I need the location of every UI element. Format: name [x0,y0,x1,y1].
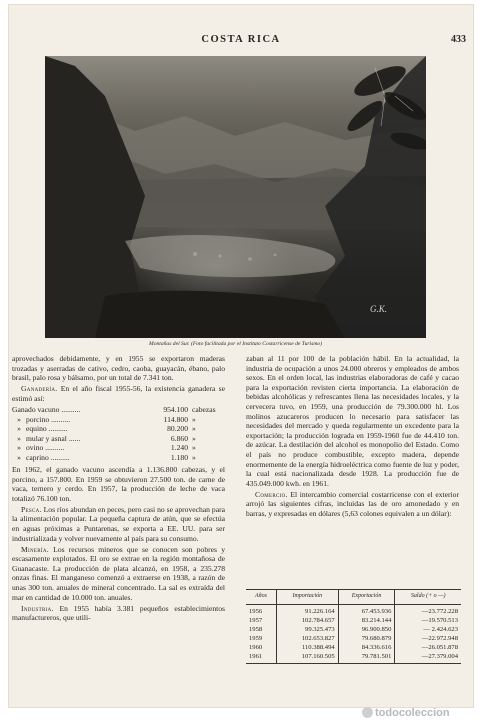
livestock-label: porcino [26,414,50,424]
trade-exports: 79.680.879 [338,634,395,643]
trade-imports: 99.325.473 [276,625,338,634]
leader-dots: .......... [46,424,68,434]
livestock-unit: » [192,424,196,434]
ditto-mark: » [17,433,21,443]
paragraph-industry-continued: zaban al 11 por 100 de la población hábil. En la actualidad, la industria de ocupación a unos 24.000 obreros y empleados de ambos sexos. En el orden local, las industrias elaboradoras de café y cacao para la exportación revisten cierta importancia. La elaboración de bebidas alcohólicas y refrescantes llena las necesidades locales, y la cervecera tuvo, en 1959, una producción de 79.300.000 hl. Los molinos azucareros producen lo necesario para satisfacer las necesidades del mercado y queda regularmente un excedente para la exportación; la producción lograda en 1959-1960 fue de 44.410 ton. de azúcar. La destilación del alcohol es monopolio del Estado. Como el país no produce combustible, excepto madera, depende enormemente de la energía hidroeléctrica como fuente de luz y poder, la cual está nacionalizada desde 1928. La producción fue de 435.049.000 kwh. en 1961. [246,354,459,488]
trade-header-imports: Importación [276,590,338,605]
ditto-mark: » [17,414,21,424]
section-heading-pesca: Pesca. [21,504,42,514]
livestock-value: 1.240 [170,443,188,453]
trade-header-year: Años [246,590,276,605]
trade-year: 1957 [249,616,263,624]
trade-year: 1958 [249,625,263,633]
watermark: todocoleccion [362,706,450,720]
trade-exports: 67.453.936 [338,604,395,616]
trade-row [246,634,461,643]
paragraph-timber: aprovechados debidamente, y en 1955 se exportaron maderas trozadas y aserradas de cativo, cedro, caoba, guayacán, ébano, palo brasil, palo rosa y bálsamo, por un total de 7.341 ton. [12,354,225,383]
livestock-value: 80.200 [167,424,188,434]
livestock-table [12,405,222,461]
trade-balance: —26.051.878 [395,643,461,652]
trade-row [246,625,461,634]
running-head [8,34,474,48]
livestock-label: caprino [26,452,49,462]
leader-dots: .......... [59,405,81,415]
livestock-row [12,424,222,433]
trade-year: 1959 [249,634,263,642]
ditto-mark: » [17,452,21,462]
livestock-label: equino [26,424,47,434]
page-number: 433 [451,34,466,45]
livestock-unit: » [192,443,196,453]
leader-dots: ...... [66,433,81,443]
livestock-row [12,415,222,424]
paragraph-commerce: Comercio. El intercambio comercial costarricense con el exterior arrojó las siguientes cifras, incluidas las de oro amonedado y en barras, y expresadas en dólares (5,63 colones equivalen a un dólar): [246,489,459,518]
trade-imports: 102.784.657 [276,616,338,625]
paragraph-industry: Industria. En 1955 había 3.381 pequeños establecimientos manufactureros, que utili- [12,603,225,623]
photo-caption: Montañas del Sur. (Foto facilitada por el Instituto Costarricense de Turismo) [149,341,322,347]
trade-year: 1961 [249,652,263,660]
document-page [8,4,474,708]
section-heading-industria: Industria. [21,603,54,613]
paragraph-fishing: Pesca. Los ríos abundan en peces, pero casi no se aprovechan para la alimentación popular. La pequeña captura de atún, que se efectúa en aguas próximas a Puntarenas, se exporta a EE. UU. para ser industrializada y volver nuevamente al país para su consumo. [12,504,225,543]
trade-table [246,589,461,664]
paragraph-livestock-intro: Ganadería. En el año fiscal 1955-56, la existencia ganadera se estimó así: [12,384,225,403]
right-column [246,354,459,520]
trade-exports: 96.900.850 [338,625,395,634]
trade-balance: —22.972.948 [395,634,461,643]
page-title: COSTA RICA [201,34,281,45]
section-heading-mineria: Minería. [21,544,49,554]
livestock-label: ovino [26,443,44,453]
trade-exports: 79.781.501 [338,652,395,664]
landscape-photo [45,56,426,338]
livestock-value: 114.800 [163,414,188,424]
livestock-row [12,453,222,462]
trade-imports: 110.388.494 [276,643,338,652]
trade-year: 1956 [249,607,263,615]
mountain-landscape-illustration [45,56,426,338]
trade-imports: 91.226.164 [276,604,338,616]
trade-balance: —27.379.004 [395,652,461,664]
trade-balance: —23.772.228 [395,604,461,616]
trade-balance: —19.570.513 [395,616,461,625]
trade-row [246,643,461,652]
livestock-value: 1.180 [170,452,188,462]
ditto-mark: » [17,424,21,434]
livestock-unit: cabezas [192,405,216,415]
livestock-value: 954.100 [163,405,188,415]
livestock-label: mular y asnal [26,433,67,443]
trade-exports: 83.214.144 [338,616,395,625]
trade-imports: 102.653.827 [276,634,338,643]
paragraph-mining: Minería. Los recursos mineros que se conocen son pobres y escasamente explotados. El oro se extrae en la región montañosa de Guanacaste. La producción de plata alcanzó, en 1958, a 235.278 onzas finas. El manganeso comenzó a extraerse en 1938, a razón de unas 300 ton. anuales de mineral concentrado. La sal es extraída del mar en cantidad de 10.000 ton. anuales. [12,544,225,602]
paragraph-cattle-figures: En 1962, el ganado vacuno ascendía a 1.136.800 cabezas, y el porcino, a 157.800. En 1959 se obtuvieron 27.500 ton. de carne de vaca, ternero y cerdo. En 1957, la producción de leche de vaca totalizó 76.100 ton. [12,464,225,503]
trade-row [246,604,461,616]
trade-year: 1960 [249,643,263,651]
livestock-row [12,434,222,443]
livestock-row [12,443,222,452]
livestock-unit: » [192,452,196,462]
livestock-unit: » [192,414,196,424]
trade-exports: 84.336.616 [338,643,395,652]
watermark-logo-icon [362,707,373,718]
trade-row [246,652,461,664]
livestock-unit: » [192,433,196,443]
livestock-value: 6.860 [170,433,188,443]
leader-dots: .......... [49,414,71,424]
section-heading-ganaderia: Ganadería. [21,384,58,394]
livestock-row [12,405,222,414]
section-heading-comercio: Comercio. [255,489,288,499]
trade-header-balance: Saldo (+ o —) [395,590,461,605]
ditto-mark: » [17,443,21,453]
trade-imports: 107.160.505 [276,652,338,664]
trade-row [246,616,461,625]
photographer-signature: G.K. [370,304,388,314]
left-column [8,354,225,624]
livestock-label: Ganado vacuno [12,405,60,415]
leader-dots: .......... [48,452,70,462]
leader-dots: .......... [43,443,65,453]
trade-header-exports: Exportación [338,590,395,605]
trade-balance: — 2.424.623 [395,625,461,634]
